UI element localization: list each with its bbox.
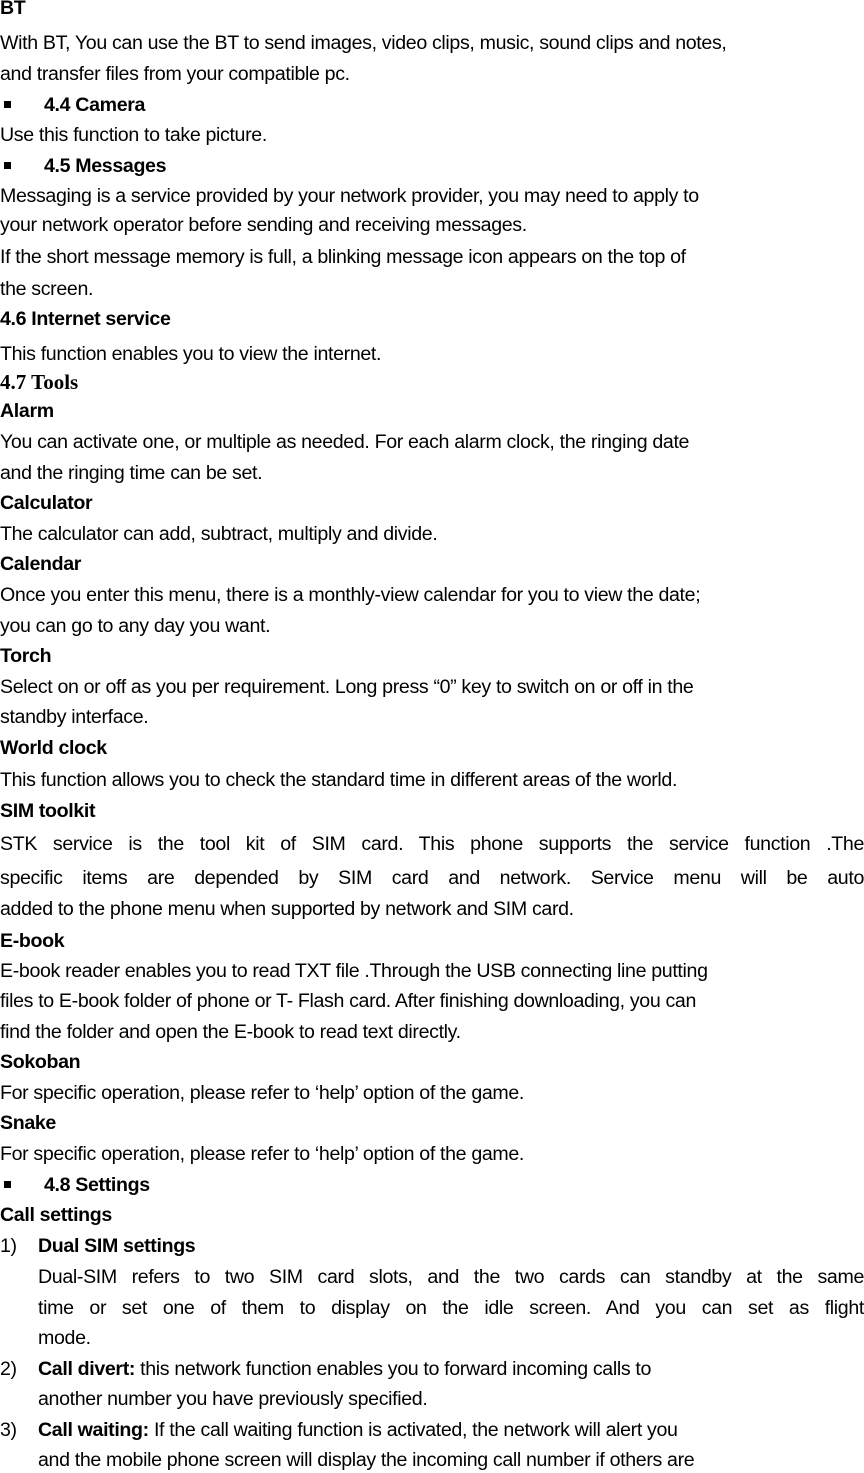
call-divert-text: this network function enables you to forward incoming calls to xyxy=(135,1358,652,1380)
call-settings-heading: Call settings xyxy=(0,1204,112,1226)
ebook-text-line: E-book reader enables you to read TXT file .Through the USB connecting line putting xyxy=(0,960,708,982)
bt-text-line: With BT, You can use the BT to send images, video clips, music, sound clips and notes, xyxy=(0,32,727,54)
internet-text-line: This function enables you to view the internet. xyxy=(0,343,382,365)
alarm-text-line: You can activate one, or multiple as needed. For each alarm clock, the ringing date xyxy=(0,431,690,453)
call-waiting-line xyxy=(38,1417,678,1443)
snake-heading: Snake xyxy=(0,1112,56,1134)
sim-toolkit-text-line: STK service is the tool kit of SIM card. This phone supports the service function .The xyxy=(0,833,864,855)
messages-heading: 4.5 Messages xyxy=(44,155,167,177)
sokoban-text-line: For specific operation, please refer to ‘help’ option of the game. xyxy=(0,1082,525,1104)
sim-toolkit-text-line: specific items are depended by SIM card and network. Service menu will be auto xyxy=(0,867,864,889)
world-clock-text-line: This function allows you to check the standard time in different areas of the world. xyxy=(0,769,678,791)
calculator-heading: Calculator xyxy=(0,492,93,514)
torch-text-line: standby interface. xyxy=(0,706,149,728)
call-waiting-text-line: and the mobile phone screen will display the incoming call number if others are xyxy=(38,1449,695,1471)
bullet-icon xyxy=(4,1181,11,1188)
messages-text-line: your network operator before sending and receiving messages. xyxy=(0,214,527,236)
messages-text-line: the screen. xyxy=(0,278,94,300)
snake-text-line: For specific operation, please refer to ‘help’ option of the game. xyxy=(0,1143,525,1165)
ebook-heading: E-book xyxy=(0,930,65,952)
torch-text-line: Select on or off as you per requirement. Long press “0” key to switch on or off in the xyxy=(0,676,694,698)
bullet-icon xyxy=(4,101,11,108)
alarm-text-line: and the ringing time can be set. xyxy=(0,462,263,484)
bullet-icon xyxy=(4,162,11,169)
messages-text-line: Messaging is a service provided by your network provider, you may need to apply to xyxy=(0,185,699,207)
messages-text-line: If the short message memory is full, a blinking message icon appears on the top of xyxy=(0,246,686,268)
call-divert-text-line: another number you have previously specified. xyxy=(38,1388,428,1410)
sokoban-heading: Sokoban xyxy=(0,1051,81,1073)
call-divert-title: Call divert: xyxy=(38,1358,136,1380)
camera-text-line: Use this function to take picture. xyxy=(0,124,267,146)
bt-heading: BT xyxy=(0,0,26,19)
world-clock-heading: World clock xyxy=(0,737,107,759)
calendar-text-line: Once you enter this menu, there is a monthly-view calendar for you to view the date; xyxy=(0,584,701,606)
list-number: 3) xyxy=(0,1419,17,1441)
alarm-heading: Alarm xyxy=(0,400,54,422)
sim-toolkit-heading: SIM toolkit xyxy=(0,800,96,822)
dual-sim-text-line: mode. xyxy=(38,1327,91,1349)
call-waiting-text: If the call waiting function is activated, the network will alert you xyxy=(148,1419,678,1441)
ebook-text-line: files to E-book folder of phone or T- Flash card. After finishing downloading, you can xyxy=(0,990,697,1012)
calendar-heading: Calendar xyxy=(0,553,82,575)
settings-heading: 4.8 Settings xyxy=(44,1174,150,1196)
ebook-text-line: find the folder and open the E-book to read text directly. xyxy=(0,1021,461,1043)
calculator-text-line: The calculator can add, subtract, multiply and divide. xyxy=(0,523,438,545)
call-divert-line xyxy=(38,1356,651,1382)
internet-heading: 4.6 Internet service xyxy=(0,308,171,330)
call-waiting-title: Call waiting: xyxy=(38,1419,149,1441)
dual-sim-text-line: time or set one of them to display on the idle screen. And you can set as flight xyxy=(38,1297,864,1319)
camera-heading: 4.4 Camera xyxy=(44,94,146,116)
bt-text-line: and transfer files from your compatible pc. xyxy=(0,63,350,85)
sim-toolkit-text-line: added to the phone menu when supported by network and SIM card. xyxy=(0,898,574,920)
dual-sim-text-line: Dual-SIM refers to two SIM card slots, and the two cards can standby at the same xyxy=(38,1266,864,1288)
tools-heading: 4.7 Tools xyxy=(0,370,79,394)
dual-sim-heading: Dual SIM settings xyxy=(38,1235,196,1257)
calendar-text-line: you can go to any day you want. xyxy=(0,615,271,637)
list-number: 1) xyxy=(0,1235,17,1257)
torch-heading: Torch xyxy=(0,645,52,667)
list-number: 2) xyxy=(0,1358,17,1380)
